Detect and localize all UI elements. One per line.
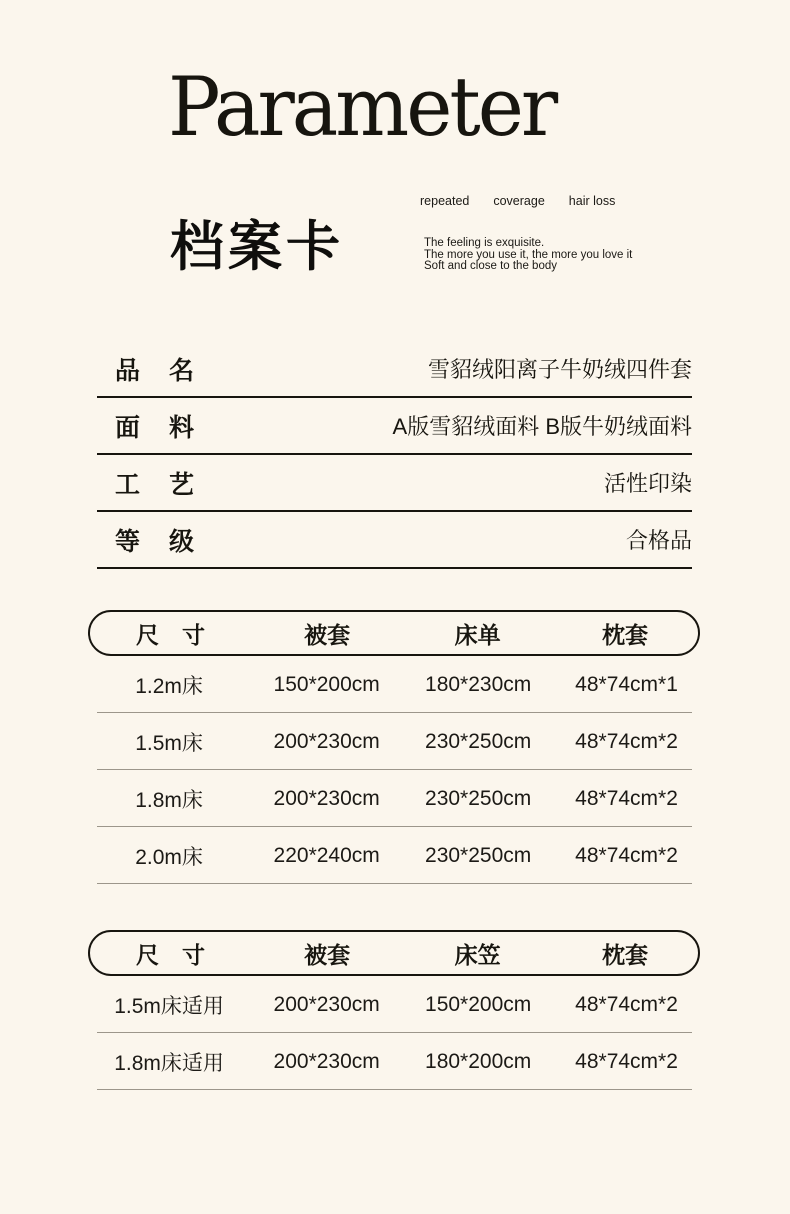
info-value: 合格品 [625,528,692,553]
cell-size: 1.5m床适用 [114,994,224,1018]
table-row [88,976,700,1033]
header-flat-sheet: 床单 [454,621,501,648]
cell-duvet-cover: 200*230cm [273,729,380,753]
cell-pillowcase: 48*74cm*2 [575,992,678,1016]
cell-pillowcase: 48*74cm*2 [575,786,678,810]
size-table-fitted-sheet-set [88,930,700,1090]
info-value: 活性印染 [603,471,692,496]
size-table-header [88,610,700,656]
cell-fitted-sheet: 180*200cm [425,1049,532,1073]
product-info-table [97,341,692,569]
cell-fitted-sheet: 150*200cm [425,992,532,1016]
info-row-product-name [97,341,692,398]
cell-size: 1.8m床适用 [114,1051,224,1075]
keyword-coverage: coverage [493,194,545,208]
cell-duvet-cover: 220*240cm [273,843,380,867]
title-english: Parameter [168,61,556,155]
cell-pillowcase: 48*74cm*2 [575,729,678,753]
keyword-repeated: repeated [420,194,470,208]
info-label: 品 名 [115,356,197,385]
header-duvet-cover: 被套 [304,621,351,648]
table-row [88,1033,700,1090]
table-row [88,827,700,884]
info-value: 雪貂绒阳离子牛奶绒四件套 [427,357,692,382]
cell-flat-sheet: 180*230cm [425,672,532,696]
info-value: A版雪貂绒面料 B版牛奶绒面料 [392,414,692,439]
header-size: 尺 寸 [136,941,206,968]
keyword-list [420,194,615,208]
info-row-craft [97,455,692,512]
header-size: 尺 寸 [136,621,206,648]
cell-duvet-cover: 200*230cm [273,992,380,1016]
keyword-hair-loss: hair loss [568,194,616,208]
cell-flat-sheet: 230*250cm [425,786,532,810]
cell-duvet-cover: 200*230cm [273,786,380,810]
cell-flat-sheet: 230*250cm [425,843,532,867]
cell-duvet-cover: 200*230cm [273,1049,380,1073]
info-label: 等 级 [115,527,197,556]
tagline [424,238,632,273]
tagline-line: Soft and close to the body [424,260,557,272]
tagline-line: The more you use it, the more you love it [424,248,633,261]
header-pillowcase: 枕套 [602,621,649,648]
cell-size: 1.8m床 [135,788,203,812]
cell-size: 1.5m床 [135,731,203,755]
size-table-header [88,930,700,976]
cell-flat-sheet: 230*250cm [425,729,532,753]
header-pillowcase: 枕套 [602,941,649,968]
cell-pillowcase: 48*74cm*2 [575,1049,678,1073]
info-row-fabric [97,398,692,455]
info-label: 面 料 [115,413,197,442]
header-duvet-cover: 被套 [304,941,351,968]
tagline-line: The feeling is exquisite. [424,237,545,249]
table-row [88,770,700,827]
cell-pillowcase: 48*74cm*2 [575,843,678,867]
info-row-grade [97,512,692,569]
cell-size: 2.0m床 [135,845,203,869]
cell-size: 1.2m床 [135,674,203,698]
table-row [88,713,700,770]
size-table-sheet-set [88,610,700,884]
title-chinese: 档案卡 [170,217,344,277]
header-fitted-sheet: 床笠 [454,941,501,968]
cell-duvet-cover: 150*200cm [273,672,380,696]
table-row [88,656,700,713]
info-label: 工 艺 [115,470,197,499]
cell-pillowcase: 48*74cm*1 [575,672,678,696]
